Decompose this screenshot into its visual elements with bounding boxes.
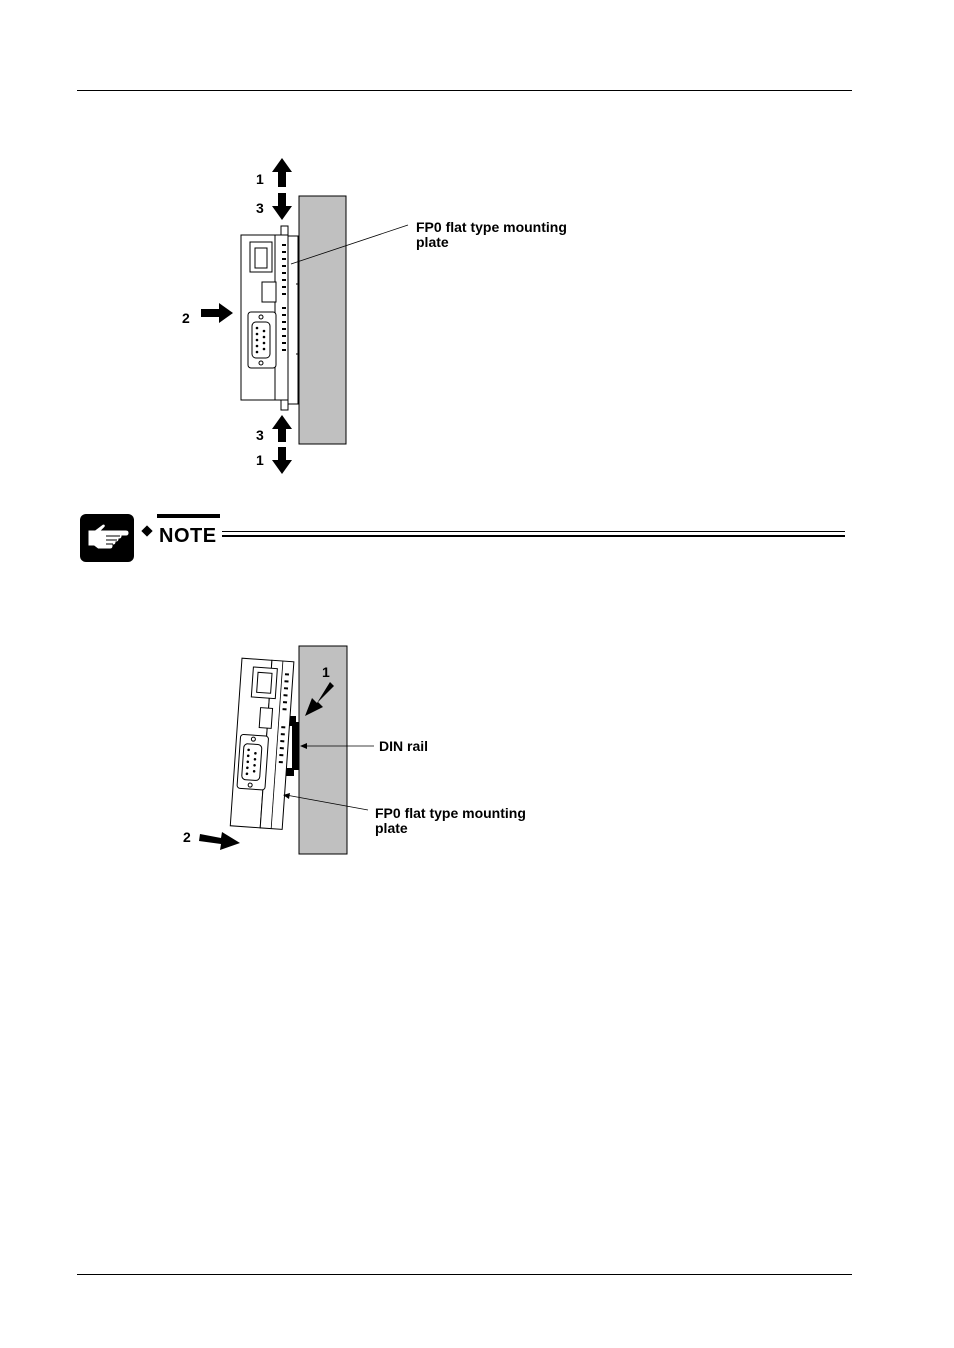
step-number: 3: [256, 427, 264, 443]
arrow-down-right-icon: [199, 832, 240, 850]
step-number: 1: [256, 452, 264, 468]
plate-label-line1: FP0 flat type mounting: [375, 805, 526, 821]
step-number: 2: [182, 310, 190, 326]
step-number: 1: [322, 664, 330, 680]
step-number: 3: [256, 200, 264, 216]
step-number: 1: [256, 171, 264, 187]
plate-label-line1: FP0 flat type mounting: [416, 219, 567, 235]
plate-label-line2: plate: [416, 234, 449, 250]
footer-rule: [77, 1274, 852, 1275]
din-rail-label: DIN rail: [379, 738, 429, 754]
note-title: NOTE: [159, 525, 217, 547]
plate-label-line2: plate: [375, 820, 408, 836]
step-number: 2: [183, 829, 191, 845]
